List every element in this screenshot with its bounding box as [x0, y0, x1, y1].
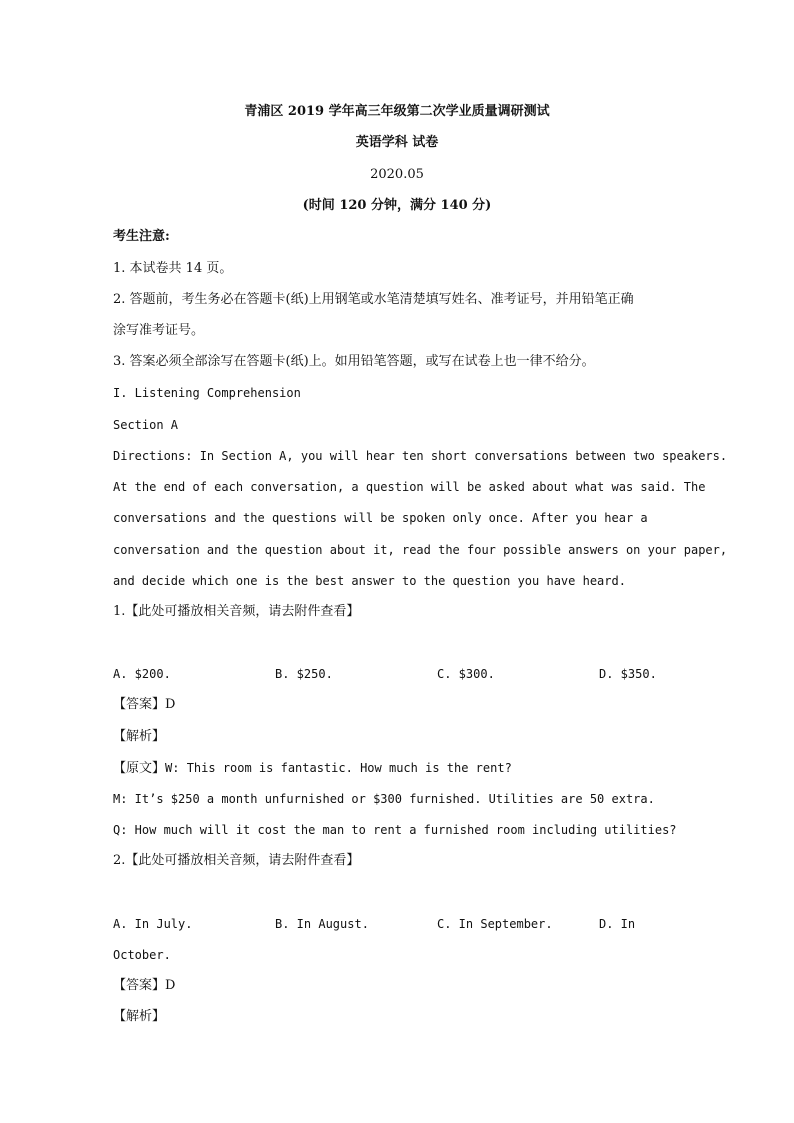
directions-line: and decide which one is the best answer to the question you have heard.: [113, 574, 626, 588]
answer-key: 【答案】D: [113, 697, 176, 712]
exam-date: 2020.05: [370, 167, 424, 182]
transcript-line: M: It’s $250 a month unfurnished or $300 furnished. Utilities are 50 extra.: [113, 792, 655, 806]
answer-option-c: C. $300.: [437, 667, 495, 681]
transcript-label: 【原文】: [113, 761, 166, 776]
transcript-text: W: This room is fantastic. How much is the rent?: [165, 761, 512, 775]
answer-key: 【答案】D: [113, 978, 176, 993]
answer-option-c: C. In September.: [437, 917, 553, 931]
answer-option-d: D. In: [599, 917, 636, 931]
directions-line: Directions: In Section A, you will hear ten short conversations between two speakers.: [113, 449, 728, 463]
question-prompt: 2.【此处可播放相关音频，请去附件查看】: [113, 853, 360, 868]
section-title: Section A: [113, 418, 179, 432]
notice-item: 3. 答案必须全部涂写在答题卡(纸)上。如用铅笔答题，或写在试卷上也一律不给分。: [113, 354, 595, 369]
transcript-line: Q: How much will it cost the man to rent a furnished room including utilities?: [113, 823, 677, 837]
transcript-line: [113, 759, 683, 778]
notice-item: 2. 答题前，考生务必在答题卡(纸)上用钢笔或水笔清楚填写姓名、准考证号，并用铅笔正确: [113, 292, 634, 307]
notice-item: 涂写准考证号。: [113, 323, 205, 338]
notice-heading: 考生注意:: [113, 229, 170, 244]
part-title: I. Listening Comprehension: [113, 386, 301, 400]
directions-line: At the end of each conversation, a question will be asked about what was said. The: [113, 480, 706, 494]
subject-title: 英语学科 试卷: [355, 135, 439, 150]
answer-option-b: B. $250.: [275, 667, 333, 681]
answer-option-d-wrap: October.: [113, 948, 171, 962]
directions-line: conversation and the question about it, read the four possible answers on your paper,: [113, 543, 728, 557]
question-prompt: 1.【此处可播放相关音频，请去附件查看】: [113, 604, 360, 619]
answer-option-b: B. In August.: [275, 917, 369, 931]
directions-line: conversations and the questions will be spoken only once. After you hear a: [113, 511, 648, 525]
analysis-label: 【解析】: [113, 1009, 166, 1024]
exam-title: 青浦区 2019 学年高三年级第二次学业质量调研测试: [244, 104, 550, 119]
time-score: (时间 120 分钟，满分 140 分): [302, 198, 492, 213]
notice-item: 1. 本试卷共 14 页。: [113, 261, 233, 276]
answer-option-d: D. $350.: [599, 667, 657, 681]
answer-option-a: A. $200.: [113, 667, 171, 681]
analysis-label: 【解析】: [113, 729, 166, 744]
answer-option-a: A. In July.: [113, 917, 193, 931]
